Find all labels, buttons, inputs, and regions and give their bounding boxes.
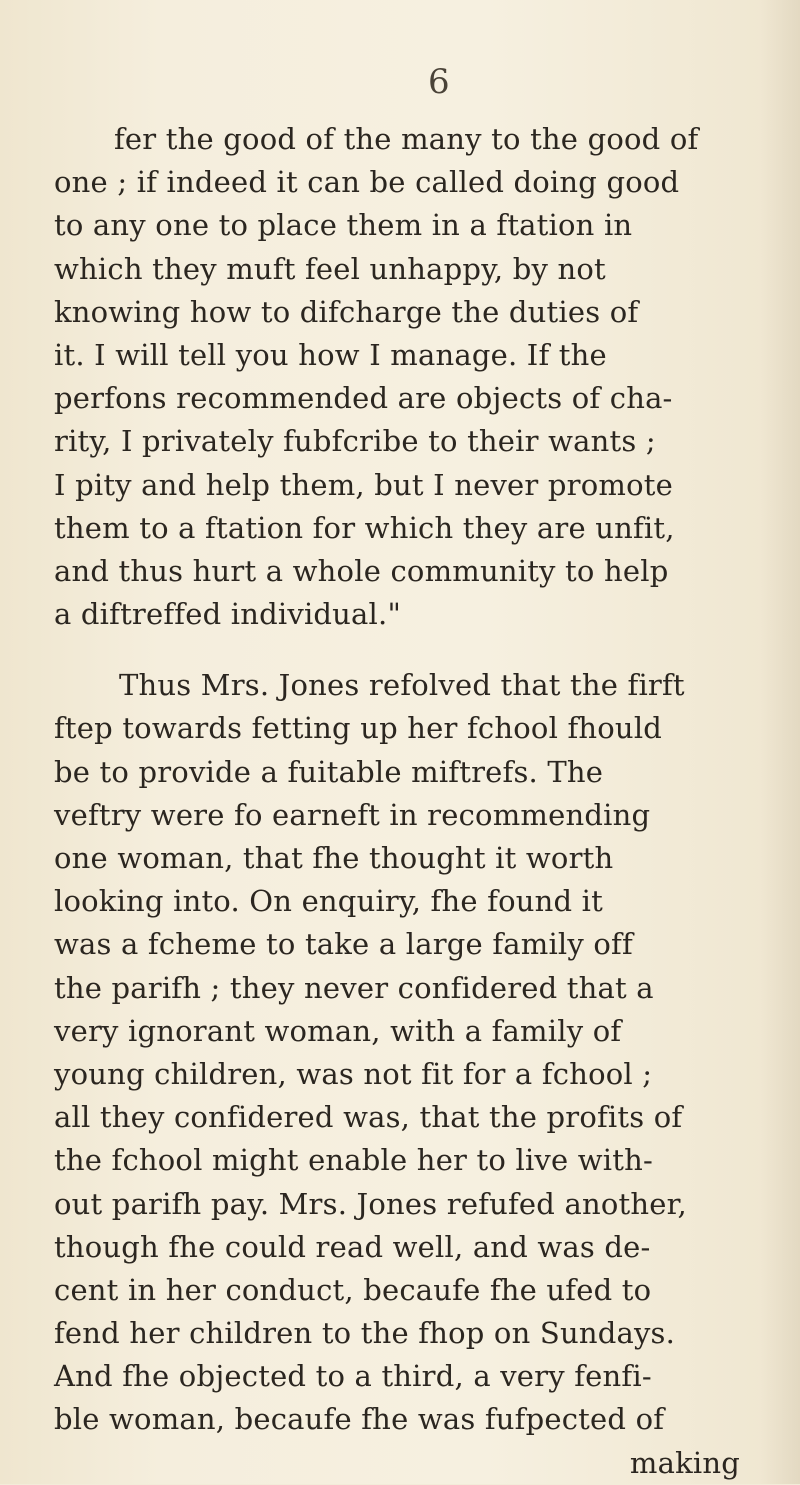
text-line: was a fcheme to take a large family off	[54, 927, 633, 962]
text-line: all they confidered was, that the profits of	[54, 1100, 683, 1135]
text-line: I pity and help them, but I never promote	[54, 467, 673, 502]
text-line: them to a ftation for which they are unfit,	[54, 510, 675, 545]
text-line: ftep towards fetting up her fchool fhould	[54, 711, 663, 746]
text-line: Thus Mrs. Jones refolved that the firft	[119, 668, 685, 703]
text-line: the fchool might enable her to live with-	[54, 1143, 654, 1178]
text-line: perfons recommended are objects of cha-	[54, 381, 673, 416]
text-line: young children, was not fit for a fchool ;	[54, 1056, 653, 1091]
text-line: And fhe objected to a third, a very fenfi-	[54, 1359, 652, 1394]
text-line: be to provide a fuitable miftrefs. The	[54, 754, 604, 789]
text-line: fend her children to the fhop on Sundays.	[54, 1316, 676, 1351]
text-line: one woman, that fhe thought it worth	[54, 841, 614, 875]
text-line: rity, I privately fubfcribe to their wants ;	[54, 424, 656, 459]
text-line: ble woman, becaufe fhe was fufpected of	[54, 1402, 665, 1437]
text-line: and thus hurt a whole community to help	[54, 553, 669, 588]
text-line: it. I will tell you how I manage. If the	[54, 337, 607, 372]
page-text	[54, 118, 774, 1485]
text-line: which they muft feel unhappy, by not	[54, 251, 606, 286]
text-line: the parifh ; they never confidered that a	[54, 970, 654, 1005]
text-line: one ; if indeed it can be called doing good	[54, 165, 680, 200]
text-line: fer the good of the many to the good of	[114, 122, 699, 156]
text-line: veftry were fo earneft in recommending	[54, 797, 651, 832]
paragraph-gap	[54, 636, 774, 664]
text-line: out parifh pay. Mrs. Jones refufed another,	[54, 1186, 687, 1221]
catchword: making	[629, 1445, 740, 1480]
page-number: 6	[428, 62, 450, 102]
text-line: very ignorant woman, with a family of	[54, 1013, 622, 1048]
paragraph-2	[54, 664, 774, 1441]
text-line: looking into. On enquiry, fhe found it	[54, 884, 603, 919]
paragraph-1	[54, 118, 774, 636]
text-line: knowing how to difcharge the duties of	[54, 294, 639, 329]
text-line: to any one to place them in a ftation in	[54, 208, 633, 243]
text-line: a diftreffed individual."	[54, 597, 401, 632]
text-line: cent in her conduct, becaufe fhe ufed to	[54, 1272, 652, 1307]
text-line: though fhe could read well, and was de-	[54, 1229, 651, 1264]
